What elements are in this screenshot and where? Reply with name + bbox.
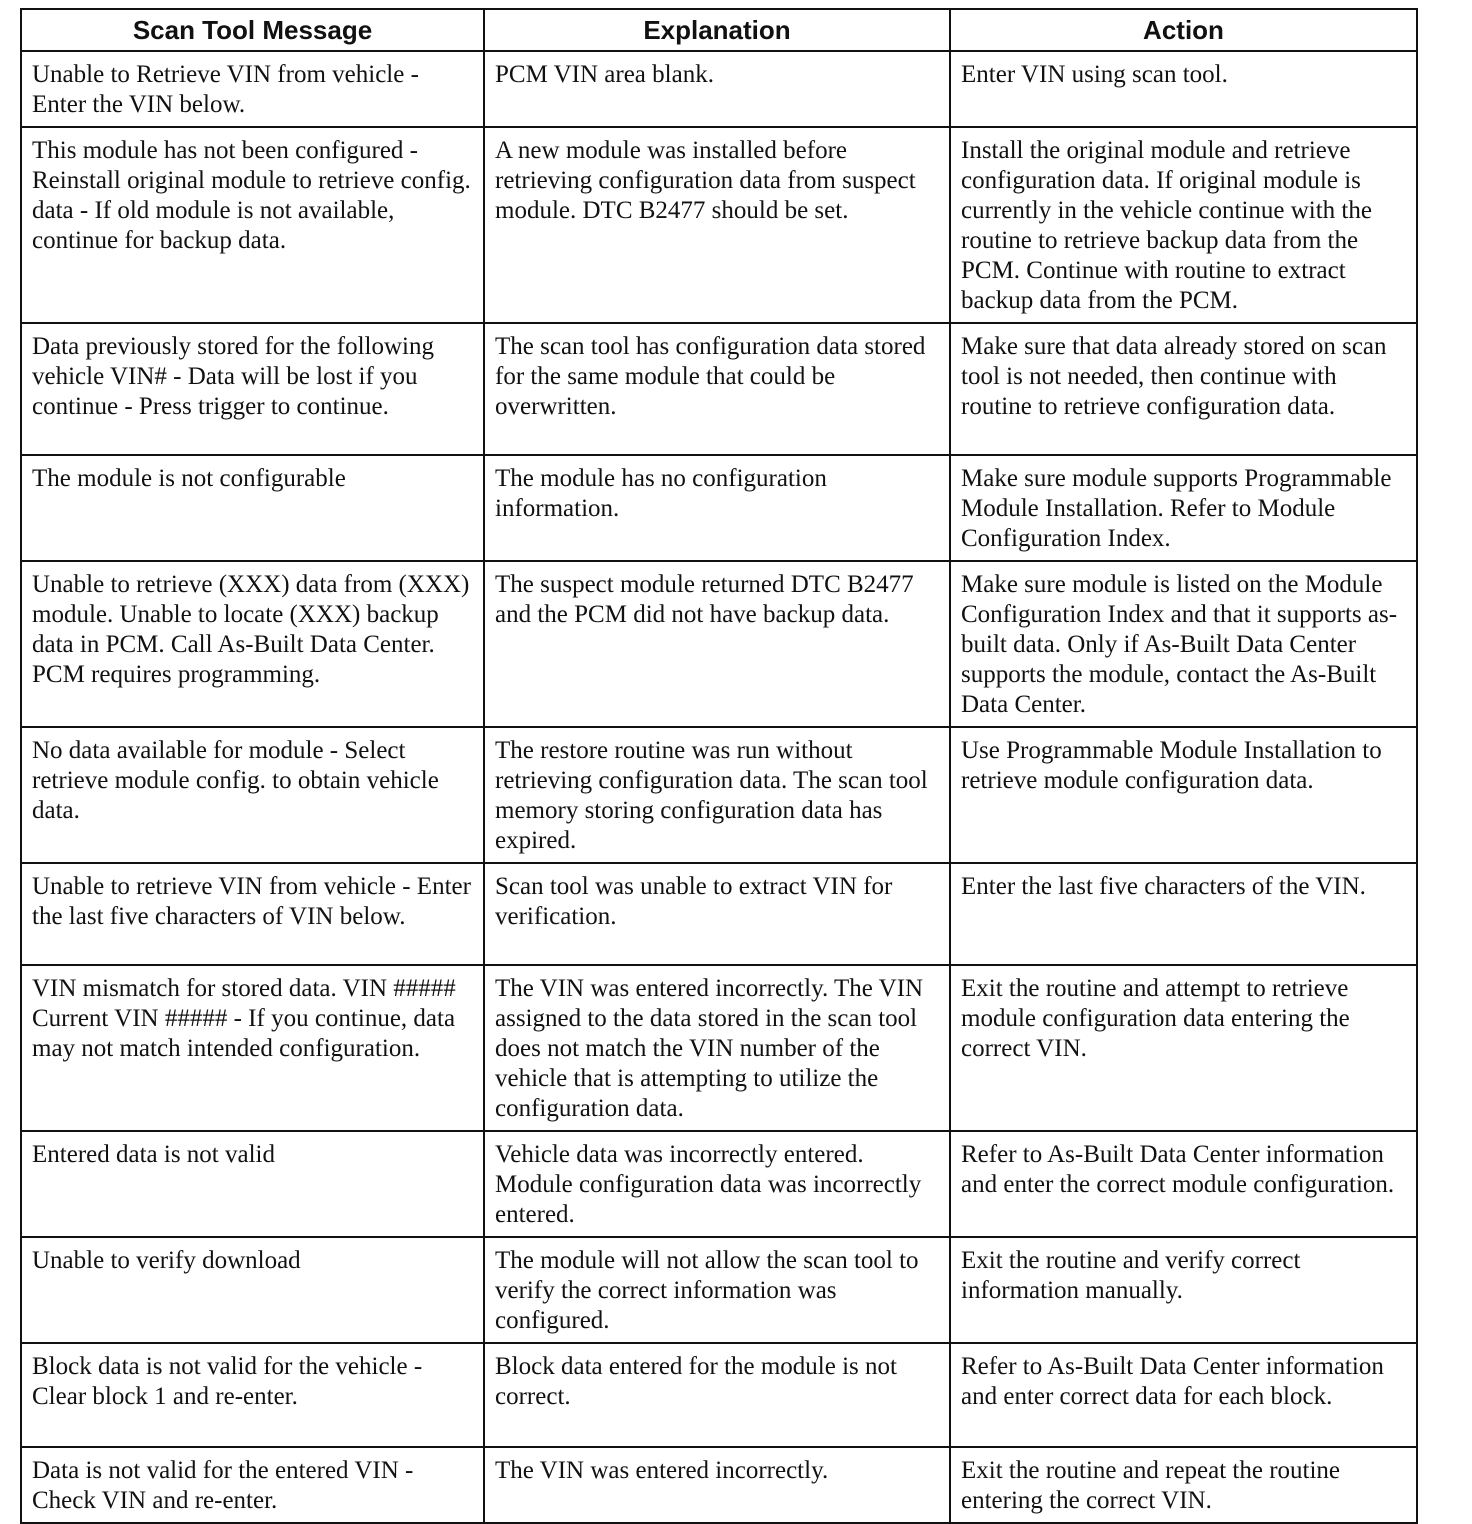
message-cell: VIN mismatch for stored data. VIN ##### Current VIN ##### - If you continue, data may not match intended configuration. [21, 965, 484, 1131]
explanation-cell: Block data entered for the module is not correct. [484, 1343, 950, 1447]
table-row [21, 323, 1417, 455]
table-row [21, 1237, 1417, 1343]
message-cell: Block data is not valid for the vehicle - Clear block 1 and re-enter. [21, 1343, 484, 1447]
action-cell: Exit the routine and repeat the routine entering the correct VIN. [950, 1447, 1417, 1523]
action-cell: Make sure module supports Programmable Module Installation. Refer to Module Configuration Index. [950, 455, 1417, 561]
message-cell: Unable to verify download [21, 1237, 484, 1343]
action-cell: Make sure module is listed on the Module Configuration Index and that it supports as-built data. Only if As-Built Data Center supports the module, contact the As-Built Data Center. [950, 561, 1417, 727]
table-row [21, 1447, 1417, 1523]
header-action: Action [950, 9, 1417, 51]
explanation-cell: Vehicle data was incorrectly entered. Module configuration data was incorrectly entered. [484, 1131, 950, 1237]
message-cell: Entered data is not valid [21, 1131, 484, 1237]
table-row [21, 561, 1417, 727]
header-row [21, 9, 1417, 51]
scan-tool-message-table [20, 8, 1418, 1524]
explanation-cell: Scan tool was unable to extract VIN for verification. [484, 863, 950, 965]
table-row [21, 127, 1417, 323]
action-cell: Refer to As-Built Data Center information and enter correct data for each block. [950, 1343, 1417, 1447]
table-row [21, 863, 1417, 965]
action-cell: Exit the routine and verify correct information manually. [950, 1237, 1417, 1343]
action-cell: Exit the routine and attempt to retrieve module configuration data entering the correct VIN. [950, 965, 1417, 1131]
table-row [21, 1343, 1417, 1447]
explanation-cell: The module has no configuration information. [484, 455, 950, 561]
action-cell: Install the original module and retrieve configuration data. If original module is currently in the vehicle continue with the routine to retrieve backup data from the PCM. Continue with routine to extract backup data from the PCM. [950, 127, 1417, 323]
message-cell: Unable to Retrieve VIN from vehicle - Enter the VIN below. [21, 51, 484, 127]
message-cell: No data available for module - Select retrieve module config. to obtain vehicle data. [21, 727, 484, 863]
table-row [21, 1131, 1417, 1237]
action-cell: Enter VIN using scan tool. [950, 51, 1417, 127]
action-cell: Use Programmable Module Installation to retrieve module configuration data. [950, 727, 1417, 863]
header-explanation: Explanation [484, 9, 950, 51]
table-row [21, 455, 1417, 561]
message-cell: Unable to retrieve (XXX) data from (XXX) module. Unable to locate (XXX) backup data in PCM. Call As-Built Data Center. PCM requires programming. [21, 561, 484, 727]
table-row [21, 727, 1417, 863]
document-page [20, 8, 1416, 1524]
message-cell: Unable to retrieve VIN from vehicle - Enter the last five characters of VIN below. [21, 863, 484, 965]
action-cell: Enter the last five characters of the VIN. [950, 863, 1417, 965]
message-cell: Data previously stored for the following vehicle VIN# - Data will be lost if you continue - Press trigger to continue. [21, 323, 484, 455]
table-row [21, 51, 1417, 127]
explanation-cell: A new module was installed before retrieving configuration data from suspect module. DTC B2477 should be set. [484, 127, 950, 323]
action-cell: Make sure that data already stored on scan tool is not needed, then continue with routine to retrieve configuration data. [950, 323, 1417, 455]
action-cell: Refer to As-Built Data Center information and enter the correct module configuration. [950, 1131, 1417, 1237]
explanation-cell: The VIN was entered incorrectly. [484, 1447, 950, 1523]
message-cell: This module has not been configured - Reinstall original module to retrieve config. data - If old module is not available, continue for backup data. [21, 127, 484, 323]
message-cell: The module is not configurable [21, 455, 484, 561]
explanation-cell: The VIN was entered incorrectly. The VIN assigned to the data stored in the scan tool does not match the VIN number of the vehicle that is attempting to utilize the configuration data. [484, 965, 950, 1131]
explanation-cell: PCM VIN area blank. [484, 51, 950, 127]
explanation-cell: The scan tool has configuration data stored for the same module that could be overwritten. [484, 323, 950, 455]
explanation-cell: The suspect module returned DTC B2477 and the PCM did not have backup data. [484, 561, 950, 727]
table-row [21, 965, 1417, 1131]
explanation-cell: The restore routine was run without retrieving configuration data. The scan tool memory storing configuration data has expired. [484, 727, 950, 863]
message-cell: Data is not valid for the entered VIN - Check VIN and re-enter. [21, 1447, 484, 1523]
header-scan-tool-message: Scan Tool Message [21, 9, 484, 51]
explanation-cell: The module will not allow the scan tool to verify the correct information was configured. [484, 1237, 950, 1343]
